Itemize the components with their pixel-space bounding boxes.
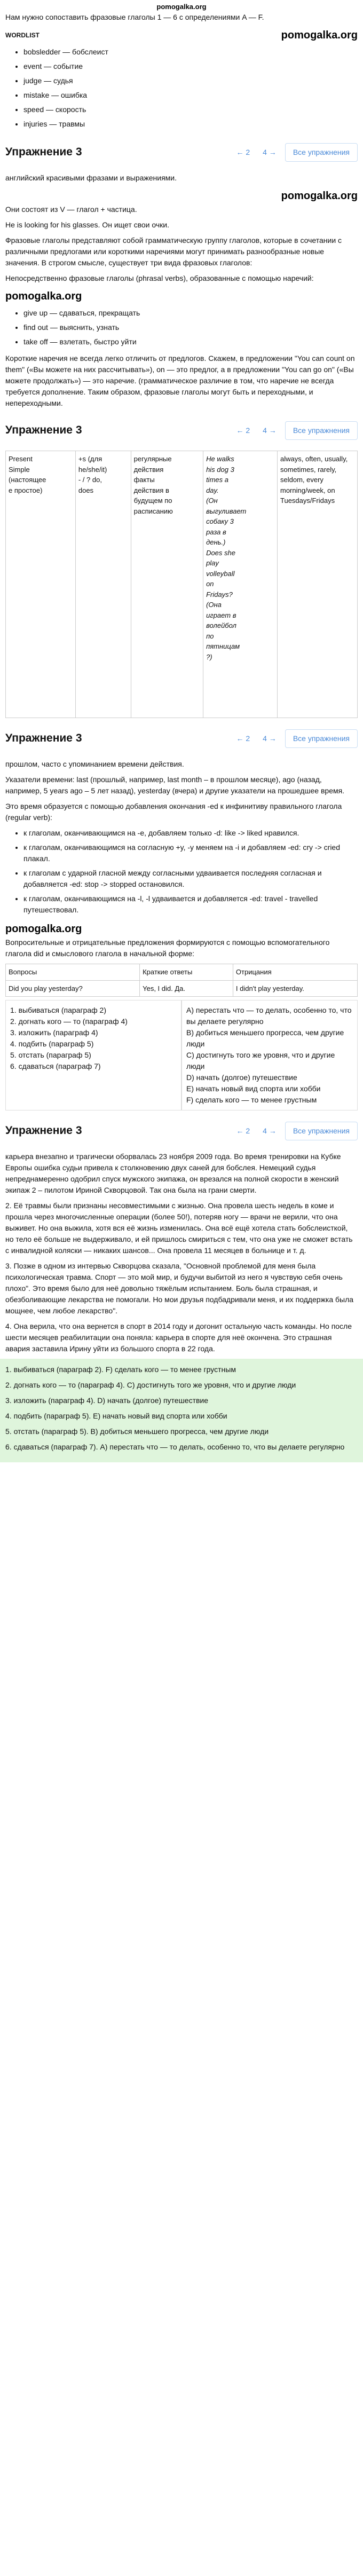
list-item: • give up — сдаваться, прекращать (23, 308, 358, 319)
text-paragraph: Вопросительные и отрицательные предложения формируются с помощью вспомогательного глагола did и смыслового глагола в начальной форме: (5, 938, 330, 958)
answer-line: 3. изложить (параграф 4). D) начать (долгое) путешествие (5, 1396, 209, 1405)
all-exercises-button[interactable]: Все упражнения (285, 143, 358, 162)
list-item: • injuries — травмы (23, 119, 358, 130)
answer-line: 2. догнать кого — то (параграф 4). C) достигнуть того же уровня, что и другие люди (5, 1381, 296, 1389)
next-button[interactable]: 4 → (263, 147, 277, 156)
text-paragraph: прошлом, часто с упоминанием времени действия. (5, 760, 184, 768)
list-item: • к глаголам, оканчивающимся на -l, -l удваивается и добавляется -ed: travel - travelled путешествовал. (23, 893, 358, 916)
text-paragraph: 2. Её травмы были признаны несовместимыми с жизнью. Она провела шесть недель в коме и прошла через многочисленные операции (более 50!), потеряв ногу — врачи не верили, что она выживет. Но она выжила, хотя вся её жизнь изменилась. Она всё ещё хотела стать бобслеисткой, но тело её больше не выдерживало, и ей пришлось смириться с тем, что она уже не сможет встать с инвалидной коляски — никаких шансов... Она провела 11 месяцев в больнице и т. д. (5, 1201, 353, 1255)
prev-button[interactable]: ← 2 (236, 1126, 250, 1135)
exercise-header (0, 135, 363, 169)
table-cell: регулярные действия факты действия в будущем по расписанию (131, 451, 203, 718)
watermark: pomogalka.org (281, 190, 358, 202)
matching-grid: 1. выбиваться (параграф 2) 2. догнать кого — то (параграф 4) 3. изложить (параграф 4) 4. подбить (параграф 5) 5. отстать (параграф 5) 6. сдаваться (параграф 7) A) перестать что — то делать, особенно то, что вы делаете регулярно B) добиться меньшего прогресса, чем другие люди C) достигнуть того же уровня, что и другие люди D) начать (долгое) путешествие E) начать новый вид спорта или хобби F) сделать кого — то менее грустным (5, 1000, 358, 1110)
text-paragraph: Непосредственно фразовые глаголы (phrasal verbs), образованные с помощью наречий: (5, 274, 314, 282)
table-cell: He walks his dog 3 times a day. (Он выгуливает собаку 3 раза в день.) Does she play volleyball on Fridays? (Она играет в волейбол по пятницам ?) (203, 451, 278, 718)
watermark: pomogalka.org (5, 290, 82, 302)
text-paragraph: карьера внезапно и трагически оборвалась 23 ноября 2009 года. Во время тренировки на Кубке Европы ошибка судьи привела к столкновению двух саней для бобслея. Немецкий судья непреднамеренно одобрил спуск мужского экипажа, он врезался на полной скорости в женский экипаж 2 – пилотом Ириной Скворцовой. Так она была на грани смерти. (5, 1152, 341, 1194)
answer-box (0, 1359, 363, 1462)
answer-line: 1. выбиваться (параграф 2). F) сделать кого — то менее грустным (5, 1365, 236, 1374)
text-paragraph: He is looking for his glasses. Он ищет свои очки. (5, 220, 170, 229)
page-title: Упражнение 3 (5, 146, 82, 159)
list-item: • event — событие (23, 61, 358, 72)
wordlist (23, 46, 358, 130)
all-exercises-button[interactable]: Все упражнения (285, 729, 358, 748)
exercise-header (0, 721, 363, 755)
list-item: • find out — выяснить, узнать (23, 322, 358, 333)
list-item: • к глаголам, оканчивающимся на согласную +y, -y меняем на -i и добавляем -ed: cry -> cried плакал. (23, 842, 358, 864)
text-paragraph: Указатели времени: last (прошлый, например, last month – в прошлом месяце), ago (назад, например, 5 years ago – 5 лет назад), yesterday (вчера) и другие указатели на прошедшее время. (5, 775, 345, 795)
next-button[interactable]: 4 → (263, 734, 277, 743)
list-item: • mistake — ошибка (23, 90, 358, 101)
exercise-header (0, 413, 363, 447)
page-title: Упражнение 3 (5, 424, 82, 437)
exercise-header (0, 1114, 363, 1148)
text-paragraph: английский красивыми фразами и выражениями. (5, 174, 177, 182)
text-paragraph: 4. Она верила, что она вернется в спорт в 2014 году и догонит остальную часть команды. Но после шести месяцев реабилитации она поняла: карьера в спорте для неё окончена. Это страшная авария заставила Ирину уйти из большого спорта в 22 года. (5, 1322, 352, 1353)
prev-button[interactable]: ← 2 (236, 426, 250, 435)
watermark: pomogalka.org (281, 29, 358, 41)
table-cell: always, often, usually, sometimes, rarely, seldom, every morning/week, on Tuesdays/Fridays (278, 451, 358, 718)
page-title: Упражнение 3 (5, 732, 82, 745)
answer-line: 4. подбить (параграф 5). E) начать новый вид спорта или хобби (5, 1412, 227, 1420)
tense-table (5, 451, 358, 718)
prev-button[interactable]: ← 2 (236, 147, 250, 156)
all-exercises-button[interactable]: Все упражнения (285, 421, 358, 440)
list-item: • take off — взлетать, быстро уйти (23, 336, 358, 348)
list-item: • bobsledder — бобслеист (23, 46, 358, 58)
list-item: • к глаголам с ударной гласной между согласными удваивается последняя согласная и добавляется -ed: stop -> stopped остановился. (23, 868, 358, 890)
list-item: • speed — скорость (23, 104, 358, 115)
question-table: Вопросы Краткие ответы Отрицания Did you play yesterday? Yes, I did. Да. I didn't play yesterday. (5, 964, 358, 997)
text-paragraph: 3. Позже в одном из интервью Скворцова сказала, "Основной проблемой для меня была психологическая травма. Спорт — это мой мир, и будучи выбитой из него я чувствую себя очень плохо". Это время было для неё довольно тяжёлым испытанием. Боль была страшная, и обезболивающие лекарства не помогали. Но мои друзья подбадривали меня, и их поддержка была мощнее, чем любое лекарство". (5, 1262, 354, 1315)
intro-text: Нам нужно сопоставить фразовые глаголы 1 — 6 с определениями A — F. (5, 13, 264, 21)
text-paragraph: Они состоят из V — глагол + частица. (5, 205, 137, 214)
list-item: • judge — судья (23, 75, 358, 86)
all-exercises-button[interactable]: Все упражнения (285, 1122, 358, 1140)
top-watermark: pomogalka.org (156, 3, 207, 11)
next-button[interactable]: 4 → (263, 1126, 277, 1135)
table-cell: Present Simple (настоящее е простое) (6, 451, 76, 718)
next-button[interactable]: 4 → (263, 426, 277, 435)
answer-line: 6. сдаваться (параграф 7). A) перестать что — то делать, особенно то, что вы делаете регулярно (5, 1443, 345, 1451)
text-paragraph: Фразовые глаголы представляют собой грамматическую группу глаголов, которые в сочетании с различными предлогами или короткими наречиями могут принимать разнообразные новые значения. В строгом смысле, существует три вида фразовых глаголов: (5, 236, 342, 267)
list-item: • к глаголам, оканчивающимся на -e, добавляем только -d: like -> liked нравился. (23, 828, 358, 839)
prev-button[interactable]: ← 2 (236, 734, 250, 743)
answer-line: 5. отстать (параграф 5). B) добиться меньшего прогресса, чем другие люди (5, 1427, 269, 1436)
text-paragraph: Это время образуется с помощью добавления окончания -ed к инфинитиву правильного глагола (regular verb): (5, 802, 342, 822)
page-title: Упражнение 3 (5, 1124, 82, 1137)
table-cell: +s (для he/she/it) - / ? do, does (75, 451, 131, 718)
text-paragraph: Короткие наречия не всегда легко отличить от предлогов. Скажем, в предложении "You can count on them" («Вы можете на них рассчитывать»), on — это предлог, а в предложении "You can go on" («Вы можете продолжать») — это наречие. (грамматическое различие в том, что наречие не всегда требуется дополнение. Таким образом, фразовые глаголы могут быть и переходными, и непереходными. (5, 354, 355, 407)
wordlist-label: WORDLIST (5, 31, 40, 39)
watermark: pomogalka.org (5, 923, 82, 935)
